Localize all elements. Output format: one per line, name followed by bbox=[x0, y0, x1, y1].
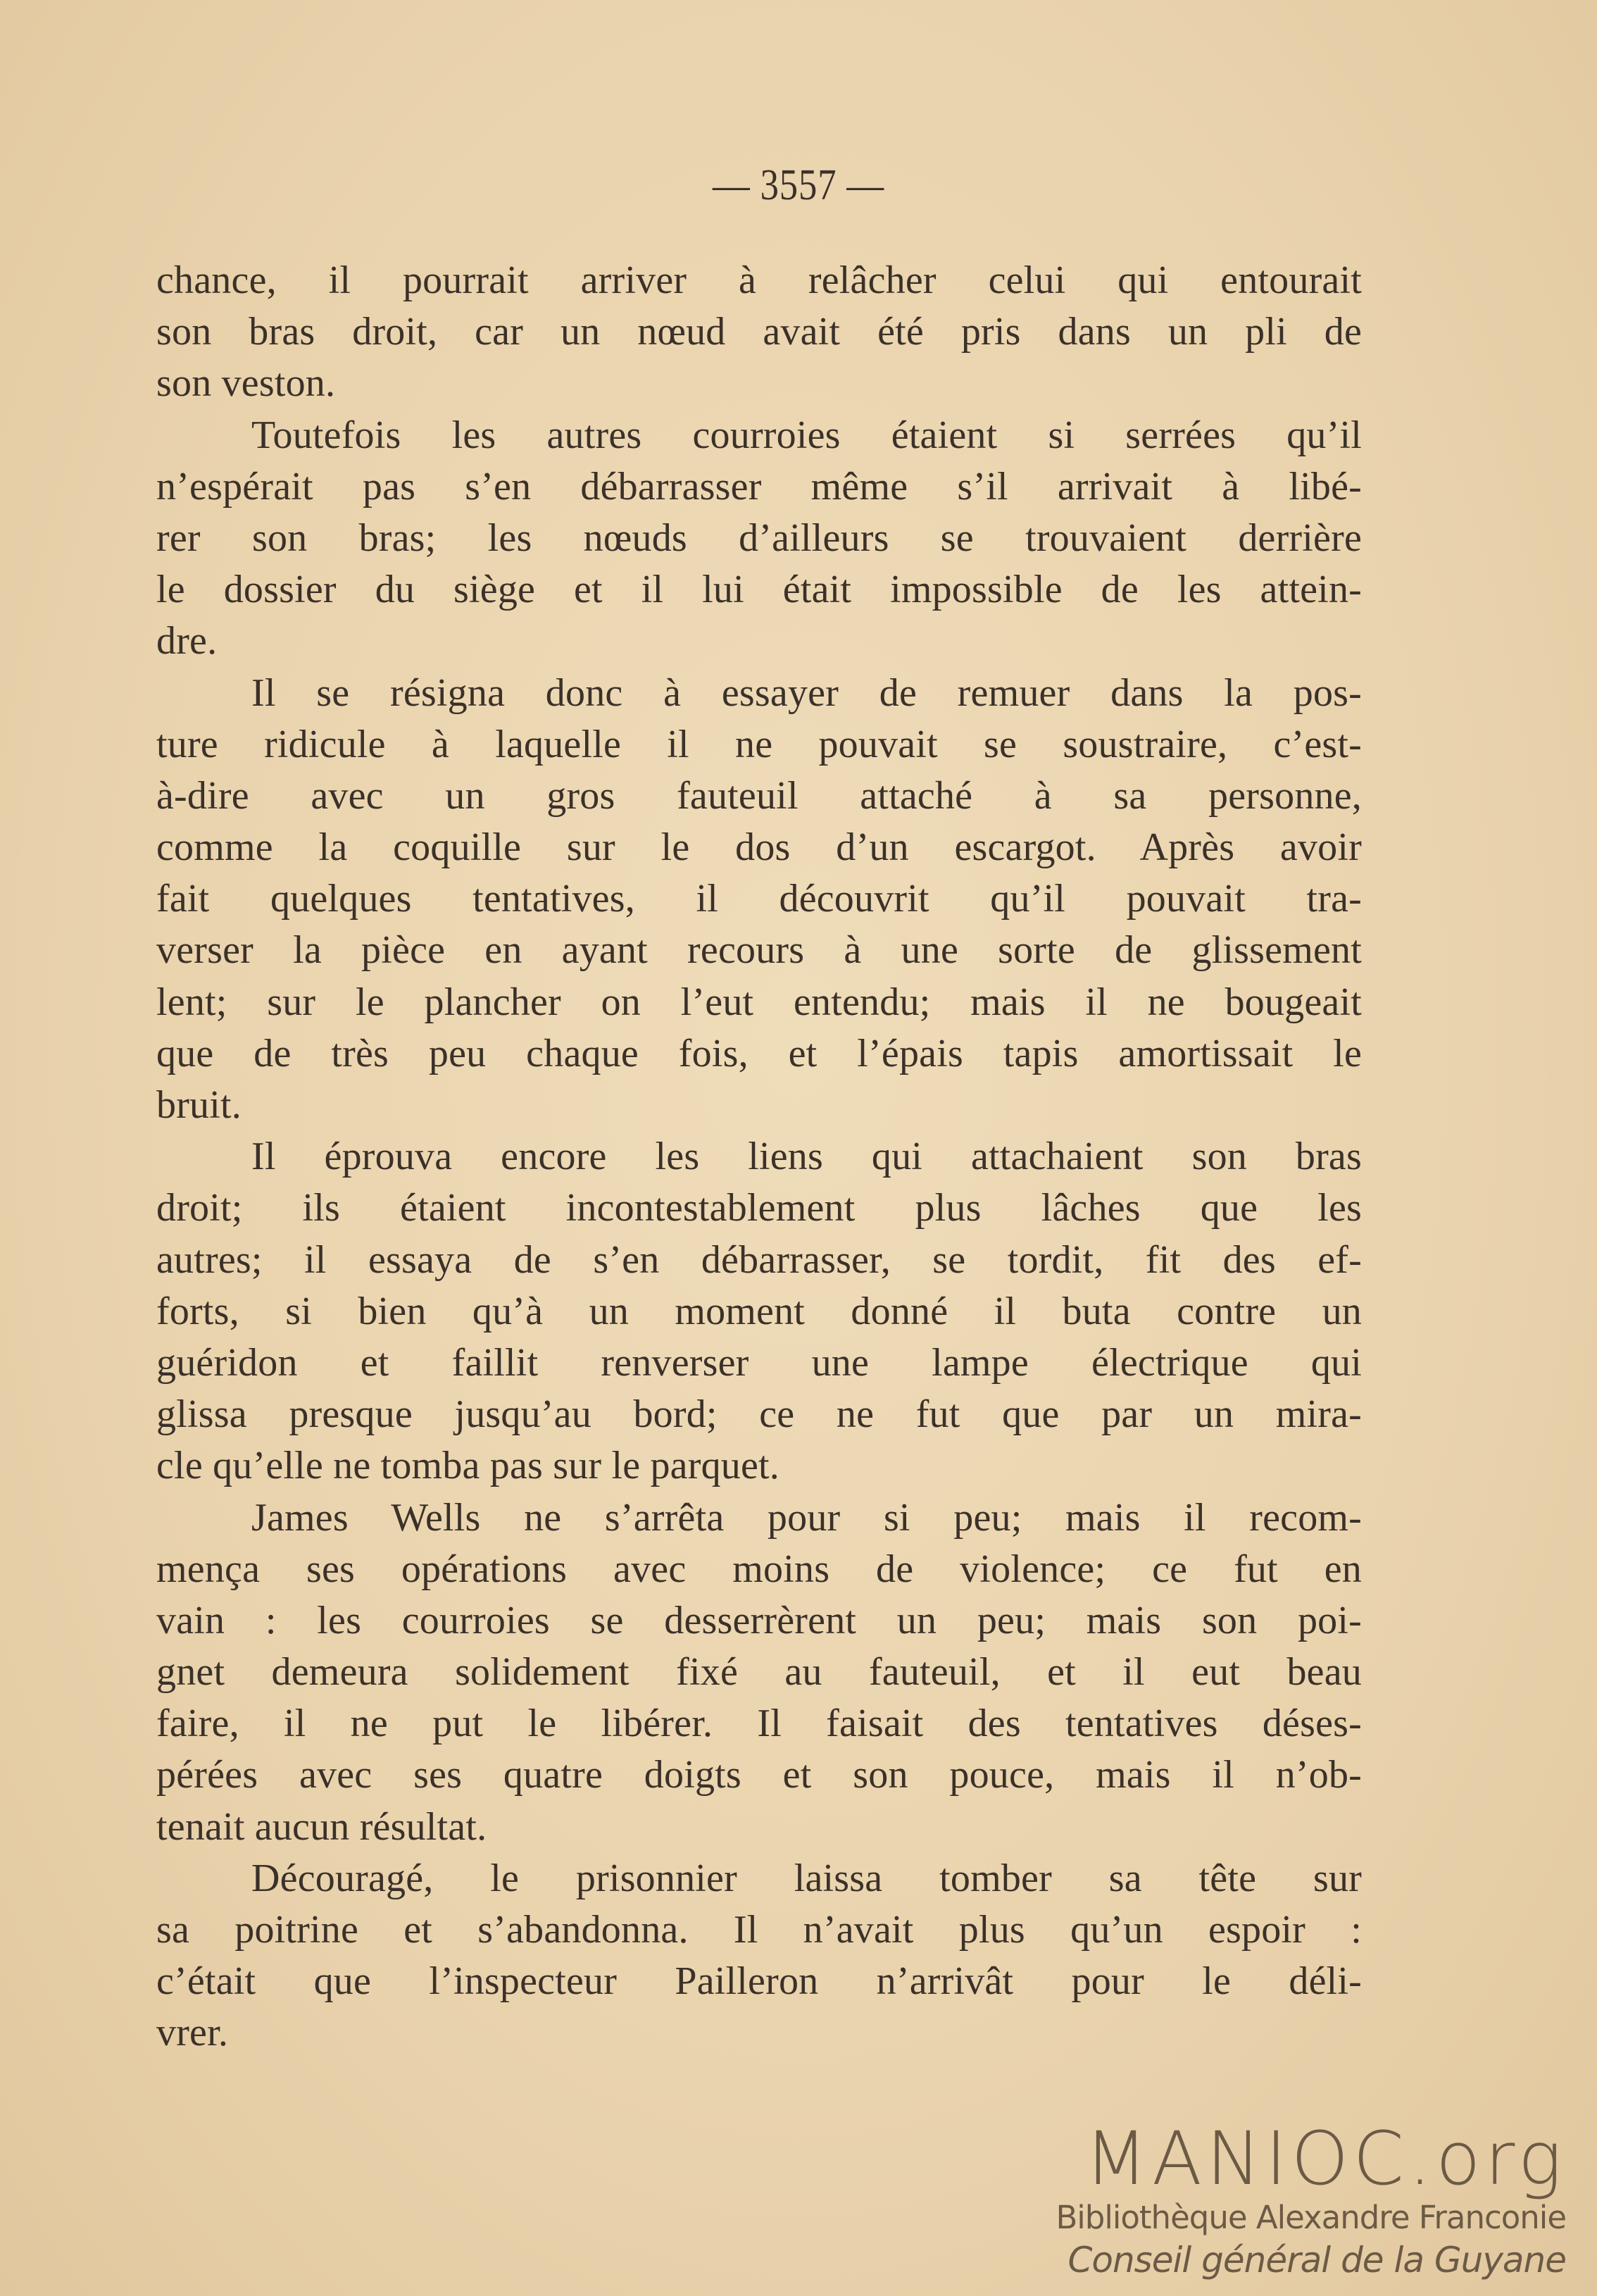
text-line: Il se résigna donc à essayer de remuer dans la pos- bbox=[251, 670, 1362, 715]
text-line: James Wells ne s’arrêta pour si peu; mais il recom- bbox=[251, 1495, 1362, 1540]
text-line: rer son bras; les nœuds d’ailleurs se trouvaient derrière bbox=[156, 516, 1362, 560]
watermark-logo: MANIOC.org bbox=[1084, 2116, 1566, 2202]
text-line: Toutefois les autres courroies étaient si serrées qu’il bbox=[251, 413, 1362, 457]
text-line: son bras droit, car un nœud avait été pris dans un pli de bbox=[156, 310, 1362, 354]
watermark-council: Conseil général de la Guyane bbox=[1067, 2240, 1566, 2281]
text-line: forts, si bien qu’à un moment donné il buta contre un bbox=[156, 1289, 1362, 1333]
text-line: comme la coquille sur le dos d’un escargot. Après avoir bbox=[156, 825, 1362, 870]
text-line: verser la pièce en ayant recours à une sorte de glissement bbox=[156, 928, 1362, 973]
body-text bbox=[156, 255, 1362, 2059]
page-number: — 3557 — bbox=[713, 161, 884, 209]
paragraph bbox=[156, 1131, 1362, 1492]
text-line: pérées avec ses quatre doigts et son pouce, mais il n’ob- bbox=[156, 1753, 1362, 1797]
text-line: mença ses opérations avec moins de violence; ce fut en bbox=[156, 1547, 1362, 1591]
text-line: son veston. bbox=[156, 361, 336, 406]
text-line: sa poitrine et s’abandonna. Il n’avait plus qu’un espoir : bbox=[156, 1908, 1362, 1952]
text-line: le dossier du siège et il lui était impossible de les attein- bbox=[156, 568, 1362, 612]
text-line: bruit. bbox=[156, 1083, 242, 1127]
paragraph bbox=[156, 1853, 1362, 2059]
paragraph bbox=[156, 255, 1362, 410]
text-line: dre. bbox=[156, 619, 218, 663]
text-line: gnet demeura solidement fixé au fauteuil, et il eut beau bbox=[156, 1650, 1362, 1695]
paragraph bbox=[156, 1492, 1362, 1853]
text-line: que de très peu chaque fois, et l’épais tapis amortissait le bbox=[156, 1031, 1362, 1075]
text-line: guéridon et faillit renverser une lampe électrique qui bbox=[156, 1340, 1362, 1385]
paragraph bbox=[156, 410, 1362, 668]
text-line: lent; sur le plancher on l’eut entendu; mais il ne bougeait bbox=[156, 980, 1362, 1024]
text-line: autres; il essaya de s’en débarrasser, se tordit, fit des ef- bbox=[156, 1237, 1362, 1282]
text-line: droit; ils étaient incontestablement plus lâches que les bbox=[156, 1186, 1362, 1230]
text-line: à-dire avec un gros fauteuil attaché à sa personne, bbox=[156, 773, 1362, 818]
paragraph bbox=[156, 668, 1362, 1132]
text-line: fait quelques tentatives, il découvrit qu’il pouvait tra- bbox=[156, 877, 1362, 921]
watermark-library: Bibliothèque Alexandre Franconie bbox=[1056, 2199, 1566, 2236]
text-line: c’était que l’inspecteur Pailleron n’arrivât pour le déli- bbox=[156, 1959, 1362, 2004]
text-line: Il éprouva encore les liens qui attachaient son bras bbox=[251, 1135, 1362, 1179]
text-line: n’espérait pas s’en débarrasser même s’il arrivait à libé- bbox=[156, 464, 1362, 509]
text-line: chance, il pourrait arriver à relâcher celui qui entourait bbox=[156, 258, 1362, 302]
text-line: vain : les courroies se desserrèrent un peu; mais son poi- bbox=[156, 1598, 1362, 1642]
text-line: tenait aucun résultat. bbox=[156, 1804, 487, 1849]
text-line: vrer. bbox=[156, 2011, 229, 2055]
text-line: Découragé, le prisonnier laissa tomber sa tête sur bbox=[251, 1856, 1362, 1900]
manioc-watermark bbox=[1056, 2116, 1566, 2282]
text-line: faire, il ne put le libérer. Il faisait des tentatives déses- bbox=[156, 1702, 1362, 1746]
text-line: cle qu’elle ne tomba pas sur le parquet. bbox=[156, 1444, 779, 1488]
text-line: glissa presque jusqu’au bord; ce ne fut que par un mira- bbox=[156, 1392, 1362, 1437]
text-line: ture ridicule à laquelle il ne pouvait se soustraire, c’est- bbox=[156, 722, 1362, 766]
